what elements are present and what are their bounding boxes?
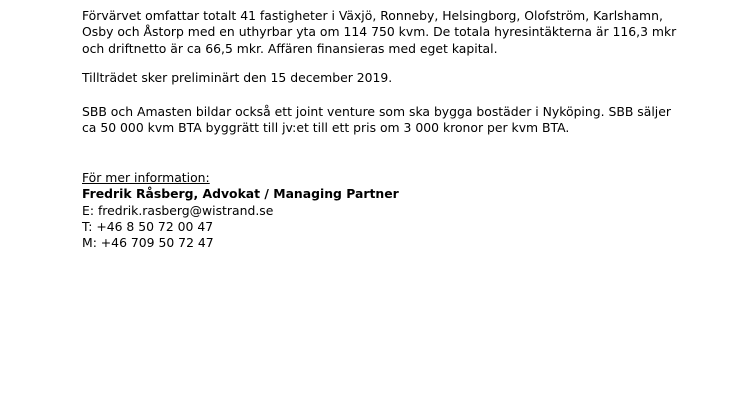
contact-block [82, 170, 722, 251]
contact-heading: För mer information: [82, 170, 210, 185]
paragraph-line: Tillträdet sker preliminärt den 15 december 2019. [82, 70, 393, 85]
contact-email: E: fredrik.rasberg@wistrand.se [82, 202, 274, 218]
joint-venture-paragraph [82, 104, 722, 137]
paragraph-line: SBB och Amasten bildar också ett joint venture som ska bygga bostäder i Nyköping. SBB säljer [82, 104, 671, 119]
paragraph-line: Osby och Åstorp med en uthyrbar yta om 114 750 kvm. De totala hyresintäkterna är 116,3 mkr [82, 24, 677, 40]
access-date-paragraph [82, 70, 722, 86]
contact-phone: T: +46 8 50 72 00 47 [82, 218, 214, 234]
acquisition-paragraph [82, 8, 722, 57]
paragraph-line: och driftnetto är ca 66,5 mkr. Affären finansieras med eget kapital. [82, 40, 498, 56]
paragraph-line: ca 50 000 kvm BTA byggrätt till jv:et till ett pris om 3 000 kronor per kvm BTA. [82, 120, 570, 136]
paragraph-line: Förvärvet omfattar totalt 41 fastigheter i Växjö, Ronneby, Helsingborg, Olofström, Karlshamn, [82, 8, 663, 23]
contact-name: Fredrik Råsberg, Advokat / Managing Partner [82, 186, 399, 202]
contact-mobile: M: +46 709 50 72 47 [82, 235, 214, 251]
